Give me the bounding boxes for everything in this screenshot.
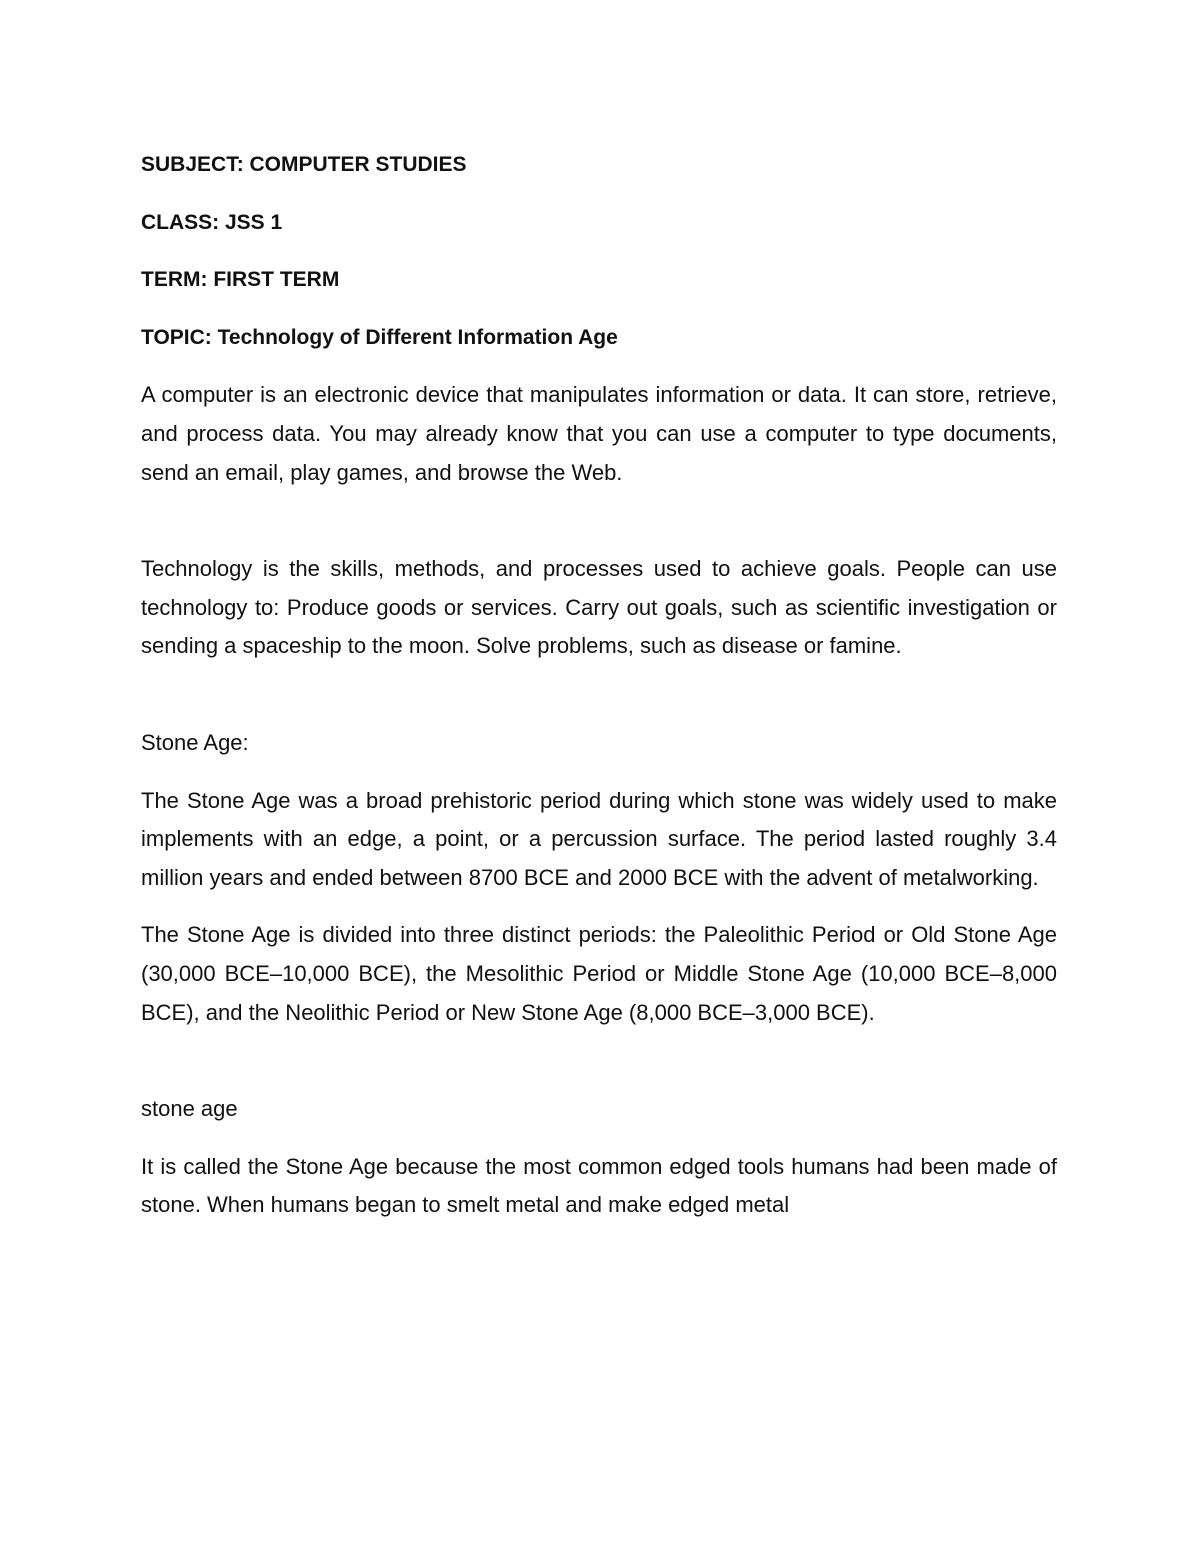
subject-line: SUBJECT: COMPUTER STUDIES bbox=[141, 153, 467, 176]
term-line: TERM: FIRST TERM bbox=[141, 268, 340, 292]
stone-age-intro-paragraph: The Stone Age was a broad prehistoric period during which stone was widely used to make implements with an edge, a point, or a percussion surface. The period lasted roughly 3.4 million years and ended between 8700 BCE and 2000 BCE with the advent of metalworking. bbox=[141, 787, 1057, 890]
stone-age-periods-paragraph: The Stone Age is divided into three distinct periods: the Paleolithic Period or Old Stone Age (30,000 BCE–10,000 BCE), the Mesolithic Period or Middle Stone Age (10,000 BCE–8,000 BCE), and the Neolithic Period or New Stone Age (8,000 BCE–3,000 BCE). bbox=[141, 922, 1057, 1025]
stone-age-heading: Stone Age: bbox=[141, 729, 249, 755]
stone-age-label: stone age bbox=[141, 1096, 238, 1122]
technology-definition-paragraph: Technology is the skills, methods, and processes used to achieve goals. People can use technology to: Produce goods or services. Carry out goals, such as scientific investigation or sending a spaceship to the moon. Solve problems, such as disease or famine. bbox=[141, 556, 1057, 659]
computer-definition-paragraph: A computer is an electronic device that manipulates information or data. It can store, retrieve, and process data. You may already know that you can use a computer to type documents, send an email, play games, and browse the Web. bbox=[141, 382, 1057, 485]
topic-line: TOPIC: Technology of Different Information Age bbox=[141, 325, 618, 349]
document-body bbox=[141, 146, 1057, 1244]
class-line: CLASS: JSS 1 bbox=[141, 210, 283, 234]
stone-age-reason-paragraph: It is called the Stone Age because the most common edged tools humans had been made of stone. When humans began to smelt metal and make edged metal bbox=[141, 1153, 1057, 1218]
